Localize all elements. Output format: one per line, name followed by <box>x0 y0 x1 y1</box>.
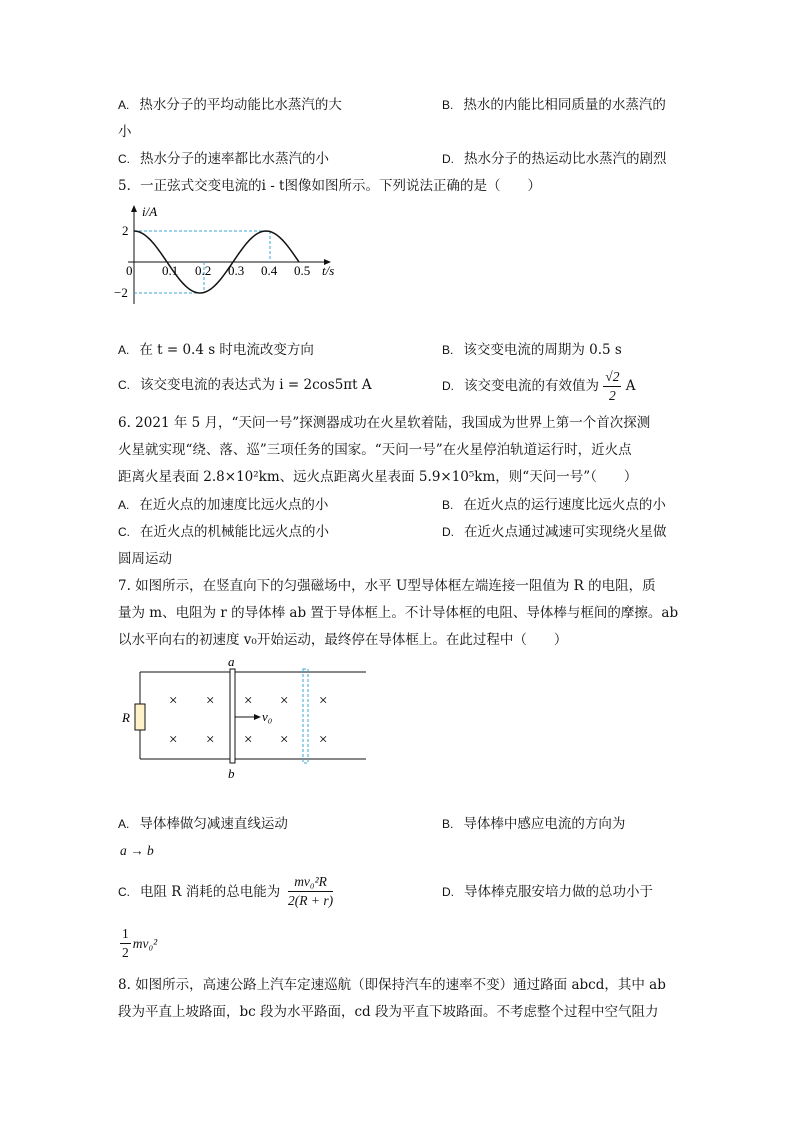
field-mark: × <box>169 732 178 748</box>
option-text: 该交变电流的周期为 0.5 s <box>463 342 622 358</box>
field-mark: × <box>244 693 253 709</box>
option-letter: B. <box>442 817 454 831</box>
q4-option-b <box>442 96 666 114</box>
q6-option-c <box>118 523 329 541</box>
option-letter: D. <box>442 152 454 166</box>
rod-label-b: b <box>228 766 235 781</box>
resistor <box>135 704 145 730</box>
field-mark: × <box>280 732 289 748</box>
q4-option-a <box>118 96 342 114</box>
velocity-label: v₀ <box>262 709 273 724</box>
final-rod-position <box>303 669 308 763</box>
fraction-numerator: √2 <box>603 368 621 387</box>
q4-option-d <box>442 150 667 168</box>
q5-stem: 5．一正弦式交变电流的i - t图像如图所示。下列说法正确的是（ ） <box>118 178 541 194</box>
option-text: 电阻 R 消耗的总电能为 <box>140 884 281 900</box>
field-mark: × <box>319 693 328 709</box>
q4-option-c <box>118 150 329 168</box>
q5-option-a <box>118 341 314 359</box>
q7-option-b-continued: a → b <box>120 843 154 858</box>
q5-option-d <box>442 368 636 405</box>
option-text: 该交变电流的有效值为 <box>464 378 599 394</box>
option-letter: A. <box>118 498 130 512</box>
option-letter: B. <box>442 98 454 112</box>
option-letter: D. <box>442 885 454 899</box>
option-letter: C. <box>118 378 130 392</box>
fraction-numerator: mv₀²R <box>288 873 333 892</box>
field-mark: × <box>280 693 289 709</box>
field-mark: × <box>319 732 328 748</box>
option-letter: D. <box>442 379 454 393</box>
x-tick: 0.2 <box>195 263 212 278</box>
option-text: 导体棒克服安培力做的总功小于 <box>464 884 653 900</box>
option-text: 导体棒做匀减速直线运动 <box>139 816 288 832</box>
q7-option-d-continued <box>120 925 157 962</box>
option-text: 在近火点通过减速可实现绕火星做 <box>464 524 667 540</box>
q6-stem-line1: 6. 2021 年 5 月，“天问一号”探测器成功在火星软着陆，我国成为世界上第一个首次探测 <box>118 415 651 431</box>
q6-option-d <box>442 523 667 541</box>
fraction-denominator: 2 <box>122 945 129 960</box>
option-letter: C. <box>118 152 130 166</box>
q7-option-d <box>442 883 653 901</box>
q7-option-a <box>118 815 288 833</box>
option-letter: D. <box>442 525 454 539</box>
option-text: 在近火点的运行速度比远火点的小 <box>463 497 666 513</box>
q6-stem-line3: 距离火星表面 2.8×10²km、远火点距离火星表面 5.9×10⁵km，则“天问一号”（ ） <box>118 469 638 485</box>
x-tick: 0.4 <box>261 263 278 278</box>
x-axis-label: t/s <box>322 263 335 278</box>
q7-option-b <box>442 815 625 833</box>
fraction-denominator: 2 <box>609 388 616 403</box>
q7-rail-figure <box>114 654 374 784</box>
y-tick-2: 2 <box>122 223 129 238</box>
origin-label: 0 <box>126 263 133 278</box>
field-mark: × <box>169 693 178 709</box>
option-text: 导体棒中感应电流的方向为 <box>463 816 626 832</box>
electric-energy-fraction <box>288 873 333 910</box>
unit: A <box>625 378 636 394</box>
option-letter: A. <box>118 817 130 831</box>
field-mark: × <box>206 693 215 709</box>
q5-it-graph <box>114 200 344 310</box>
option-letter: C. <box>118 525 130 539</box>
q8-stem-line1: 8. 如图所示，高速公路上汽车定速巡航（即保持汽车的速率不变）通过路面 abcd，其中 ab <box>118 977 666 993</box>
q4-option-a-continued: 小 <box>118 124 132 140</box>
field-mark: × <box>244 732 253 748</box>
option-text: 在 t = 0.4 s 时电流改变方向 <box>139 342 314 358</box>
half-fraction <box>120 925 131 962</box>
x-tick: 0.5 <box>294 263 311 278</box>
x-tick: 0.3 <box>228 263 245 278</box>
effective-value-fraction <box>603 368 621 405</box>
fraction-numerator: 1 <box>120 925 131 944</box>
q7-option-c <box>118 883 280 901</box>
conducting-rod <box>230 669 235 763</box>
q7-stem-line3: 以水平向右的初速度 v₀开始运动，最终停在导体框上。在此过程中（ ） <box>118 632 568 648</box>
y-tick-neg2: −2 <box>114 285 128 300</box>
option-text: 在近火点的机械能比远火点的小 <box>140 524 329 540</box>
option-text: 该交变电流的表达式为 i = 2cos5πt A <box>140 377 372 393</box>
option-text: 热水分子的速率都比水蒸汽的小 <box>140 151 329 167</box>
resistor-label: R <box>122 710 130 725</box>
option-letter: B. <box>442 498 454 512</box>
option-letter: A. <box>118 98 130 112</box>
q7-stem-line1: 7. 如图所示，在竖直向下的匀强磁场中，水平 U型导体框左端连接一阻值为 R 的电阻，质 <box>118 578 656 594</box>
option-letter: A. <box>118 343 130 357</box>
option-letter: C. <box>118 885 130 899</box>
q6-stem-line2: 火星就实现“绕、落、巡”三项任务的国家。“天问一号”在火星停泊轨道运行时，近火点 <box>118 442 632 458</box>
option-text: 热水分子的热运动比水蒸汽的剧烈 <box>464 151 667 167</box>
q6-option-a <box>118 496 328 514</box>
option-text: 热水分子的平均动能比水蒸汽的大 <box>139 97 342 113</box>
kinetic-energy-term: mv₀² <box>132 935 158 951</box>
field-mark: × <box>206 732 215 748</box>
fraction-denominator: 2(R + r) <box>288 893 334 908</box>
rod-label-a: a <box>228 654 235 669</box>
q5-option-c <box>118 376 372 394</box>
q6-option-d-continued: 圆周运动 <box>118 551 172 567</box>
option-letter: B. <box>442 343 454 357</box>
q7-stem-line2: 量为 m、电阻为 r 的导体棒 ab 置于导体框上。不计导体框的电阻、导体棒与框间的摩擦。ab <box>118 605 679 621</box>
q5-option-b <box>442 341 622 359</box>
x-tick: 0.1 <box>162 263 179 278</box>
option-text: 热水的内能比相同质量的水蒸汽的 <box>463 97 666 113</box>
option-text: 在近火点的加速度比远火点的小 <box>139 497 329 513</box>
y-axis-label: i/A <box>142 204 158 219</box>
q6-option-b <box>442 496 666 514</box>
q8-stem-line2: 段为平直上坡路面，bc 段为水平路面，cd 段为平直下坡路面。不考虑整个过程中空气阻力 <box>118 1004 659 1020</box>
